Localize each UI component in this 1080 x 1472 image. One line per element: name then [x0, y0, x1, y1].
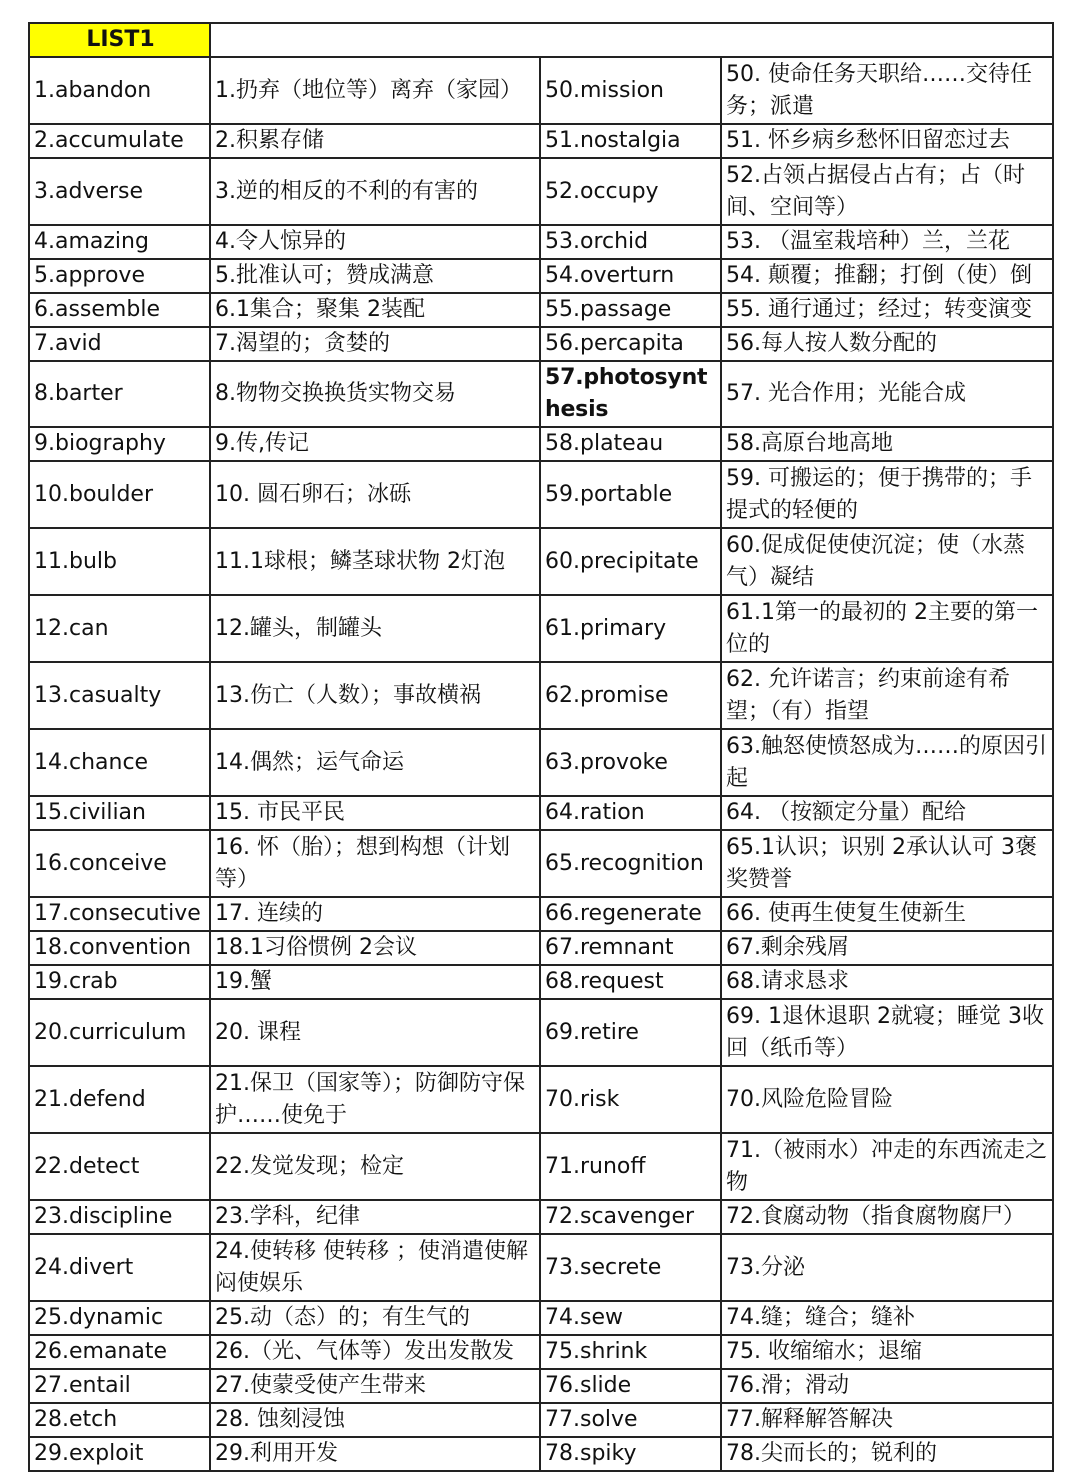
- chinese-meaning-cell: 26.（光、气体等）发出发散发: [210, 1335, 540, 1369]
- chinese-meaning-cell: 15. 市民平民: [210, 796, 540, 830]
- english-word-cell: 78.spiky: [540, 1437, 721, 1471]
- chinese-meaning-cell: 72.食腐动物（指食腐物腐尸）: [721, 1200, 1053, 1234]
- chinese-meaning-cell: 65.1认识；识别 2承认认可 3褒奖赞誉: [721, 830, 1053, 897]
- english-word-cell: 74.sew: [540, 1301, 721, 1335]
- vocabulary-table: [28, 22, 1054, 1472]
- chinese-meaning-cell: 58.高原台地高地: [721, 427, 1053, 461]
- table-row: [29, 796, 1053, 830]
- english-word-cell: 64.ration: [540, 796, 721, 830]
- chinese-meaning-cell: 55. 通行通过；经过；转变演变: [721, 293, 1053, 327]
- table-row: [29, 729, 1053, 796]
- english-word-cell: 52.occupy: [540, 158, 721, 225]
- table-row: [29, 662, 1053, 729]
- english-word-cell: 17.consecutive: [29, 897, 210, 931]
- chinese-meaning-cell: 75. 收缩缩水；退缩: [721, 1335, 1053, 1369]
- english-word-cell: 5.approve: [29, 259, 210, 293]
- chinese-meaning-cell: 62. 允许诺言；约束前途有希望；（有）指望: [721, 662, 1053, 729]
- table-row: [29, 57, 1053, 124]
- english-word-cell: 75.shrink: [540, 1335, 721, 1369]
- english-word-cell: 10.boulder: [29, 461, 210, 528]
- table-row: [29, 1301, 1053, 1335]
- english-word-cell: 71.runoff: [540, 1133, 721, 1200]
- chinese-meaning-cell: 22.发觉发现；检定: [210, 1133, 540, 1200]
- chinese-meaning-cell: 18.1习俗惯例 2会议: [210, 931, 540, 965]
- english-word-cell: 66.regenerate: [540, 897, 721, 931]
- english-word-cell: 16.conceive: [29, 830, 210, 897]
- table-row: [29, 1403, 1053, 1437]
- table-row: [29, 461, 1053, 528]
- chinese-meaning-cell: 2.积累存储: [210, 124, 540, 158]
- chinese-meaning-cell: 14.偶然；运气命运: [210, 729, 540, 796]
- chinese-meaning-cell: 17. 连续的: [210, 897, 540, 931]
- english-word-cell: 62.promise: [540, 662, 721, 729]
- list-title: LIST1: [29, 23, 210, 57]
- chinese-meaning-cell: 76.滑；滑动: [721, 1369, 1053, 1403]
- english-word-cell: 25.dynamic: [29, 1301, 210, 1335]
- english-word-cell: 15.civilian: [29, 796, 210, 830]
- english-word-cell: 63.provoke: [540, 729, 721, 796]
- table-row: [29, 999, 1053, 1066]
- english-word-cell: 11.bulb: [29, 528, 210, 595]
- chinese-meaning-cell: 68.请求恳求: [721, 965, 1053, 999]
- table-row: [29, 965, 1053, 999]
- english-word-cell: 61.primary: [540, 595, 721, 662]
- english-word-cell: 18.convention: [29, 931, 210, 965]
- table-row: [29, 427, 1053, 461]
- chinese-meaning-cell: 10. 圆石卵石；冰砾: [210, 461, 540, 528]
- chinese-meaning-cell: 77.解释解答解决: [721, 1403, 1053, 1437]
- english-word-cell: 24.divert: [29, 1234, 210, 1301]
- english-word-cell: 4.amazing: [29, 225, 210, 259]
- english-word-cell: 7.avid: [29, 327, 210, 361]
- chinese-meaning-cell: 50. 使命任务天职给……交待任务；派遣: [721, 57, 1053, 124]
- chinese-meaning-cell: 52.占领占据侵占占有；占（时间、空间等）: [721, 158, 1053, 225]
- table-row: [29, 1437, 1053, 1471]
- table-row: [29, 528, 1053, 595]
- chinese-meaning-cell: 78.尖而长的；锐利的: [721, 1437, 1053, 1471]
- english-word-cell: 73.secrete: [540, 1234, 721, 1301]
- chinese-meaning-cell: 70.风险危险冒险: [721, 1066, 1053, 1133]
- chinese-meaning-cell: 29.利用开发: [210, 1437, 540, 1471]
- english-word-cell: 29.exploit: [29, 1437, 210, 1471]
- chinese-meaning-cell: 16. 怀（胎）；想到构想（计划等）: [210, 830, 540, 897]
- english-word-cell: 60.precipitate: [540, 528, 721, 595]
- chinese-meaning-cell: 1.扔弃（地位等）离弃（家园）: [210, 57, 540, 124]
- english-word-cell: 77.solve: [540, 1403, 721, 1437]
- chinese-meaning-cell: 53. （温室栽培种）兰，兰花: [721, 225, 1053, 259]
- chinese-meaning-cell: 23.学科，纪律: [210, 1200, 540, 1234]
- english-word-cell: 1.abandon: [29, 57, 210, 124]
- english-word-cell: 26.emanate: [29, 1335, 210, 1369]
- chinese-meaning-cell: 64. （按额定分量）配给: [721, 796, 1053, 830]
- chinese-meaning-cell: 61.1第一的最初的 2主要的第一位的: [721, 595, 1053, 662]
- chinese-meaning-cell: 25.动（态）的；有生气的: [210, 1301, 540, 1335]
- english-word-cell: 55.passage: [540, 293, 721, 327]
- chinese-meaning-cell: 69. 1退休退职 2就寝；睡觉 3收回（纸币等）: [721, 999, 1053, 1066]
- chinese-meaning-cell: 66. 使再生使复生使新生: [721, 897, 1053, 931]
- english-word-cell: 58.plateau: [540, 427, 721, 461]
- chinese-meaning-cell: 20. 课程: [210, 999, 540, 1066]
- chinese-meaning-cell: 57. 光合作用；光能合成: [721, 361, 1053, 427]
- chinese-meaning-cell: 8.物物交换换货实物交易: [210, 361, 540, 427]
- english-word-cell: 69.retire: [540, 999, 721, 1066]
- chinese-meaning-cell: 13.伤亡（人数）；事故横祸: [210, 662, 540, 729]
- table-row: [29, 1066, 1053, 1133]
- table-header-row: [29, 23, 1053, 57]
- english-word-cell: 68.request: [540, 965, 721, 999]
- english-word-cell: 13.casualty: [29, 662, 210, 729]
- english-word-cell: 50.mission: [540, 57, 721, 124]
- table-row: [29, 1369, 1053, 1403]
- chinese-meaning-cell: 7.渴望的；贪婪的: [210, 327, 540, 361]
- english-word-cell: 20.curriculum: [29, 999, 210, 1066]
- english-word-cell: 6.assemble: [29, 293, 210, 327]
- chinese-meaning-cell: 19.蟹: [210, 965, 540, 999]
- chinese-meaning-cell: 11.1球根；鳞茎球状物 2灯泡: [210, 528, 540, 595]
- chinese-meaning-cell: 71.（被雨水）冲走的东西流走之物: [721, 1133, 1053, 1200]
- english-word-cell: 2.accumulate: [29, 124, 210, 158]
- header-empty-cell: [210, 23, 1053, 57]
- english-word-cell: 51.nostalgia: [540, 124, 721, 158]
- english-word-cell: 21.defend: [29, 1066, 210, 1133]
- chinese-meaning-cell: 59. 可搬运的；便于携带的；手提式的轻便的: [721, 461, 1053, 528]
- english-word-cell: 19.crab: [29, 965, 210, 999]
- chinese-meaning-cell: 12.罐头，制罐头: [210, 595, 540, 662]
- chinese-meaning-cell: 9.传,传记: [210, 427, 540, 461]
- english-word-cell: 76.slide: [540, 1369, 721, 1403]
- english-word-cell: 8.barter: [29, 361, 210, 427]
- table-row: [29, 897, 1053, 931]
- chinese-meaning-cell: 27.使蒙受使产生带来: [210, 1369, 540, 1403]
- chinese-meaning-cell: 5.批准认可；赞成满意: [210, 259, 540, 293]
- english-word-cell: 65.recognition: [540, 830, 721, 897]
- table-row: [29, 124, 1053, 158]
- english-word-cell: 27.entail: [29, 1369, 210, 1403]
- table-row: [29, 361, 1053, 427]
- chinese-meaning-cell: 24.使转移 使转移 ；使消遣使解闷使娱乐: [210, 1234, 540, 1301]
- chinese-meaning-cell: 51. 怀乡病乡愁怀旧留恋过去: [721, 124, 1053, 158]
- table-row: [29, 1335, 1053, 1369]
- english-word-cell: 56.percapita: [540, 327, 721, 361]
- table-row: [29, 327, 1053, 361]
- chinese-meaning-cell: 56.每人按人数分配的: [721, 327, 1053, 361]
- chinese-meaning-cell: 67.剩余残屑: [721, 931, 1053, 965]
- english-word-cell: 12.can: [29, 595, 210, 662]
- english-word-cell: 59.portable: [540, 461, 721, 528]
- english-word-cell: 72.scavenger: [540, 1200, 721, 1234]
- chinese-meaning-cell: 73.分泌: [721, 1234, 1053, 1301]
- vocabulary-sheet: [28, 22, 1052, 1472]
- chinese-meaning-cell: 28. 蚀刻浸蚀: [210, 1403, 540, 1437]
- english-word-cell: 22.detect: [29, 1133, 210, 1200]
- table-row: [29, 1200, 1053, 1234]
- english-word-cell: 57.photosynthesis: [540, 361, 721, 427]
- table-row: [29, 595, 1053, 662]
- english-word-cell: 14.chance: [29, 729, 210, 796]
- chinese-meaning-cell: 21.保卫（国家等）；防御防守保护……使免于: [210, 1066, 540, 1133]
- chinese-meaning-cell: 4.令人惊异的: [210, 225, 540, 259]
- table-row: [29, 225, 1053, 259]
- table-row: [29, 259, 1053, 293]
- english-word-cell: 28.etch: [29, 1403, 210, 1437]
- english-word-cell: 70.risk: [540, 1066, 721, 1133]
- chinese-meaning-cell: 74.缝；缝合；缝补: [721, 1301, 1053, 1335]
- english-word-cell: 54.overturn: [540, 259, 721, 293]
- vocabulary-table-body: [29, 23, 1053, 1471]
- table-row: [29, 1133, 1053, 1200]
- table-row: [29, 1234, 1053, 1301]
- table-row: [29, 293, 1053, 327]
- chinese-meaning-cell: 6.1集合；聚集 2装配: [210, 293, 540, 327]
- table-row: [29, 830, 1053, 897]
- chinese-meaning-cell: 3.逆的相反的不利的有害的: [210, 158, 540, 225]
- table-row: [29, 158, 1053, 225]
- table-row: [29, 931, 1053, 965]
- english-word-cell: 53.orchid: [540, 225, 721, 259]
- english-word-cell: 23.discipline: [29, 1200, 210, 1234]
- chinese-meaning-cell: 63.触怒使愤怒成为……的原因引起: [721, 729, 1053, 796]
- chinese-meaning-cell: 54. 颠覆；推翻；打倒（使）倒: [721, 259, 1053, 293]
- english-word-cell: 9.biography: [29, 427, 210, 461]
- english-word-cell: 67.remnant: [540, 931, 721, 965]
- english-word-cell: 3.adverse: [29, 158, 210, 225]
- chinese-meaning-cell: 60.促成促使使沉淀；使（水蒸气）凝结: [721, 528, 1053, 595]
